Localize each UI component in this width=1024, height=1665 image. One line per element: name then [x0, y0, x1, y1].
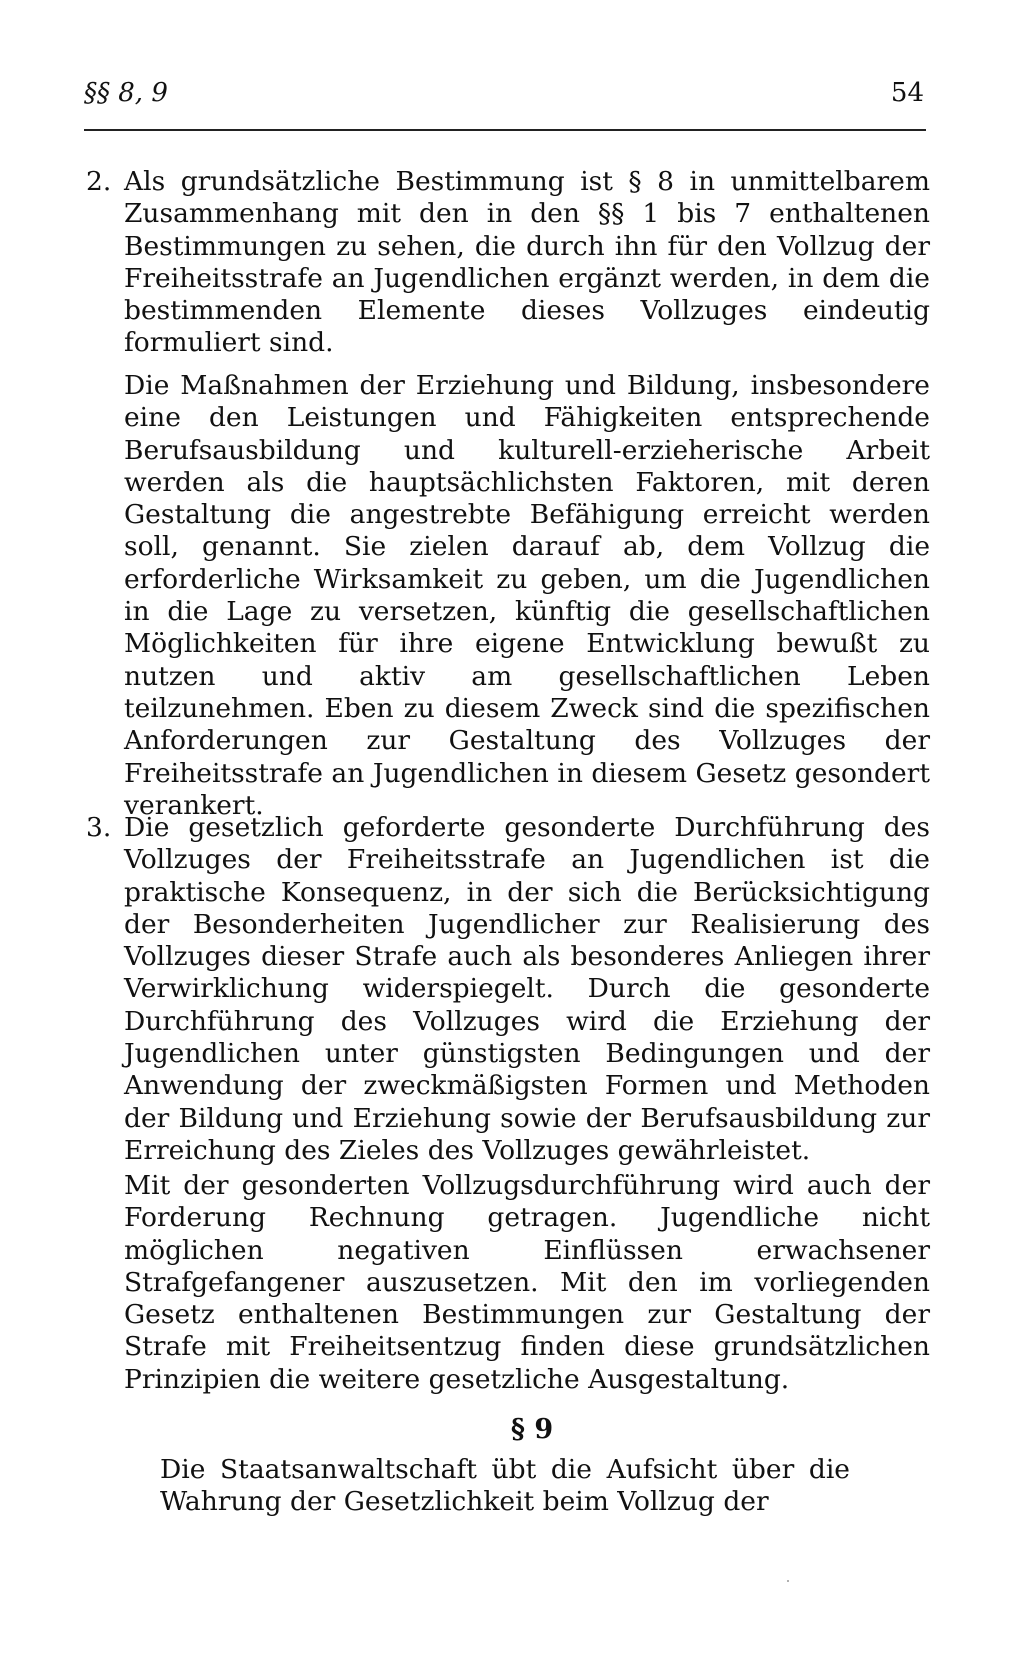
paragraph: Mit der gesonderten Vollzugsdurchführung wird auch der Forderung Rechnung getragen. Jugendliche nicht möglichen negativen Einflüssen erwachsener Strafgefangener auszusetzen. Mit den im vorliegenden Gesetz enthaltenen Bestimmungen zur Gestaltung der Strafe mit Freiheitsentzug finden diese grundsätzlichen Prinzipien die weitere gesetzliche Ausgestaltung. [124, 1170, 930, 1395]
paragraph: Die Maßnahmen der Erziehung und Bildung, insbesondere eine den Leistungen und Fähigkeiten entsprechende Berufsausbildung und kulturell-erzieherische Arbeit werden als die hauptsächlichsten Faktoren, mit deren Gestaltung die angestrebte Befähigung erreicht werden soll, genannt. Sie zielen darauf ab, dem Vollzug die erforderliche Wirksamkeit zu geben, um die Jugendlichen in die Lage zu versetzen, künftig die gesellschaftlichen Möglichkeiten für ihre eigene Entwicklung bewußt zu nutzen und aktiv am gesellschaftlichen Leben teilzunehmen. Eben zu diesem Zweck sind die spezifischen Anforderungen zur Gestaltung des Vollzuges der Freiheitsstrafe an Jugendlichen in diesem Gesetz gesondert verankert. [124, 370, 930, 821]
section-heading: § 9 [510, 1414, 554, 1445]
item-number: 2. [86, 166, 112, 197]
header-divider [84, 129, 926, 131]
paragraph: Als grundsätzliche Bestimmung ist § 8 in unmittelbarem Zusammenhang mit den in den §§ 1 bis 7 enthaltenen Bestimmungen zu sehen, die durch ihn für den Vollzug der Freiheitsstrafe an Jugendlichen ergänzt werden, in dem die bestimmenden Elemente dieses Vollzuges eindeutig formuliert sind. [124, 166, 930, 359]
section-paragraph: Die Staatsanwaltschaft übt die Aufsicht über die Wahrung der Gesetzlichkeit beim Vollzug der [160, 1454, 850, 1518]
scan-speck [787, 1580, 789, 1582]
running-header [84, 78, 924, 112]
paragraph: Die gesetzlich geforderte gesonderte Durchführung des Vollzuges der Freiheitsstrafe an Jugendlichen ist die praktische Konsequenz, in der sich die Berücksichtigung der Besonderheiten Jugendlicher zur Realisierung des Vollzuges dieser Strafe auch als besonderes Anliegen ihrer Verwirklichung widerspiegelt. Durch die gesonderte Durchführung des Vollzuges wird die Erziehung der Jugendlichen unter günstigsten Bedingungen und der Anwendung der zweckmäßigsten Formen und Methoden der Bildung und Erziehung sowie der Berufsausbildung zur Erreichung des Zieles des Vollzuges gewährleistet. [124, 812, 930, 1166]
page-number: 54 [890, 78, 924, 108]
item-number: 3. [86, 812, 112, 843]
section-reference: §§ 8, 9 [84, 78, 168, 108]
